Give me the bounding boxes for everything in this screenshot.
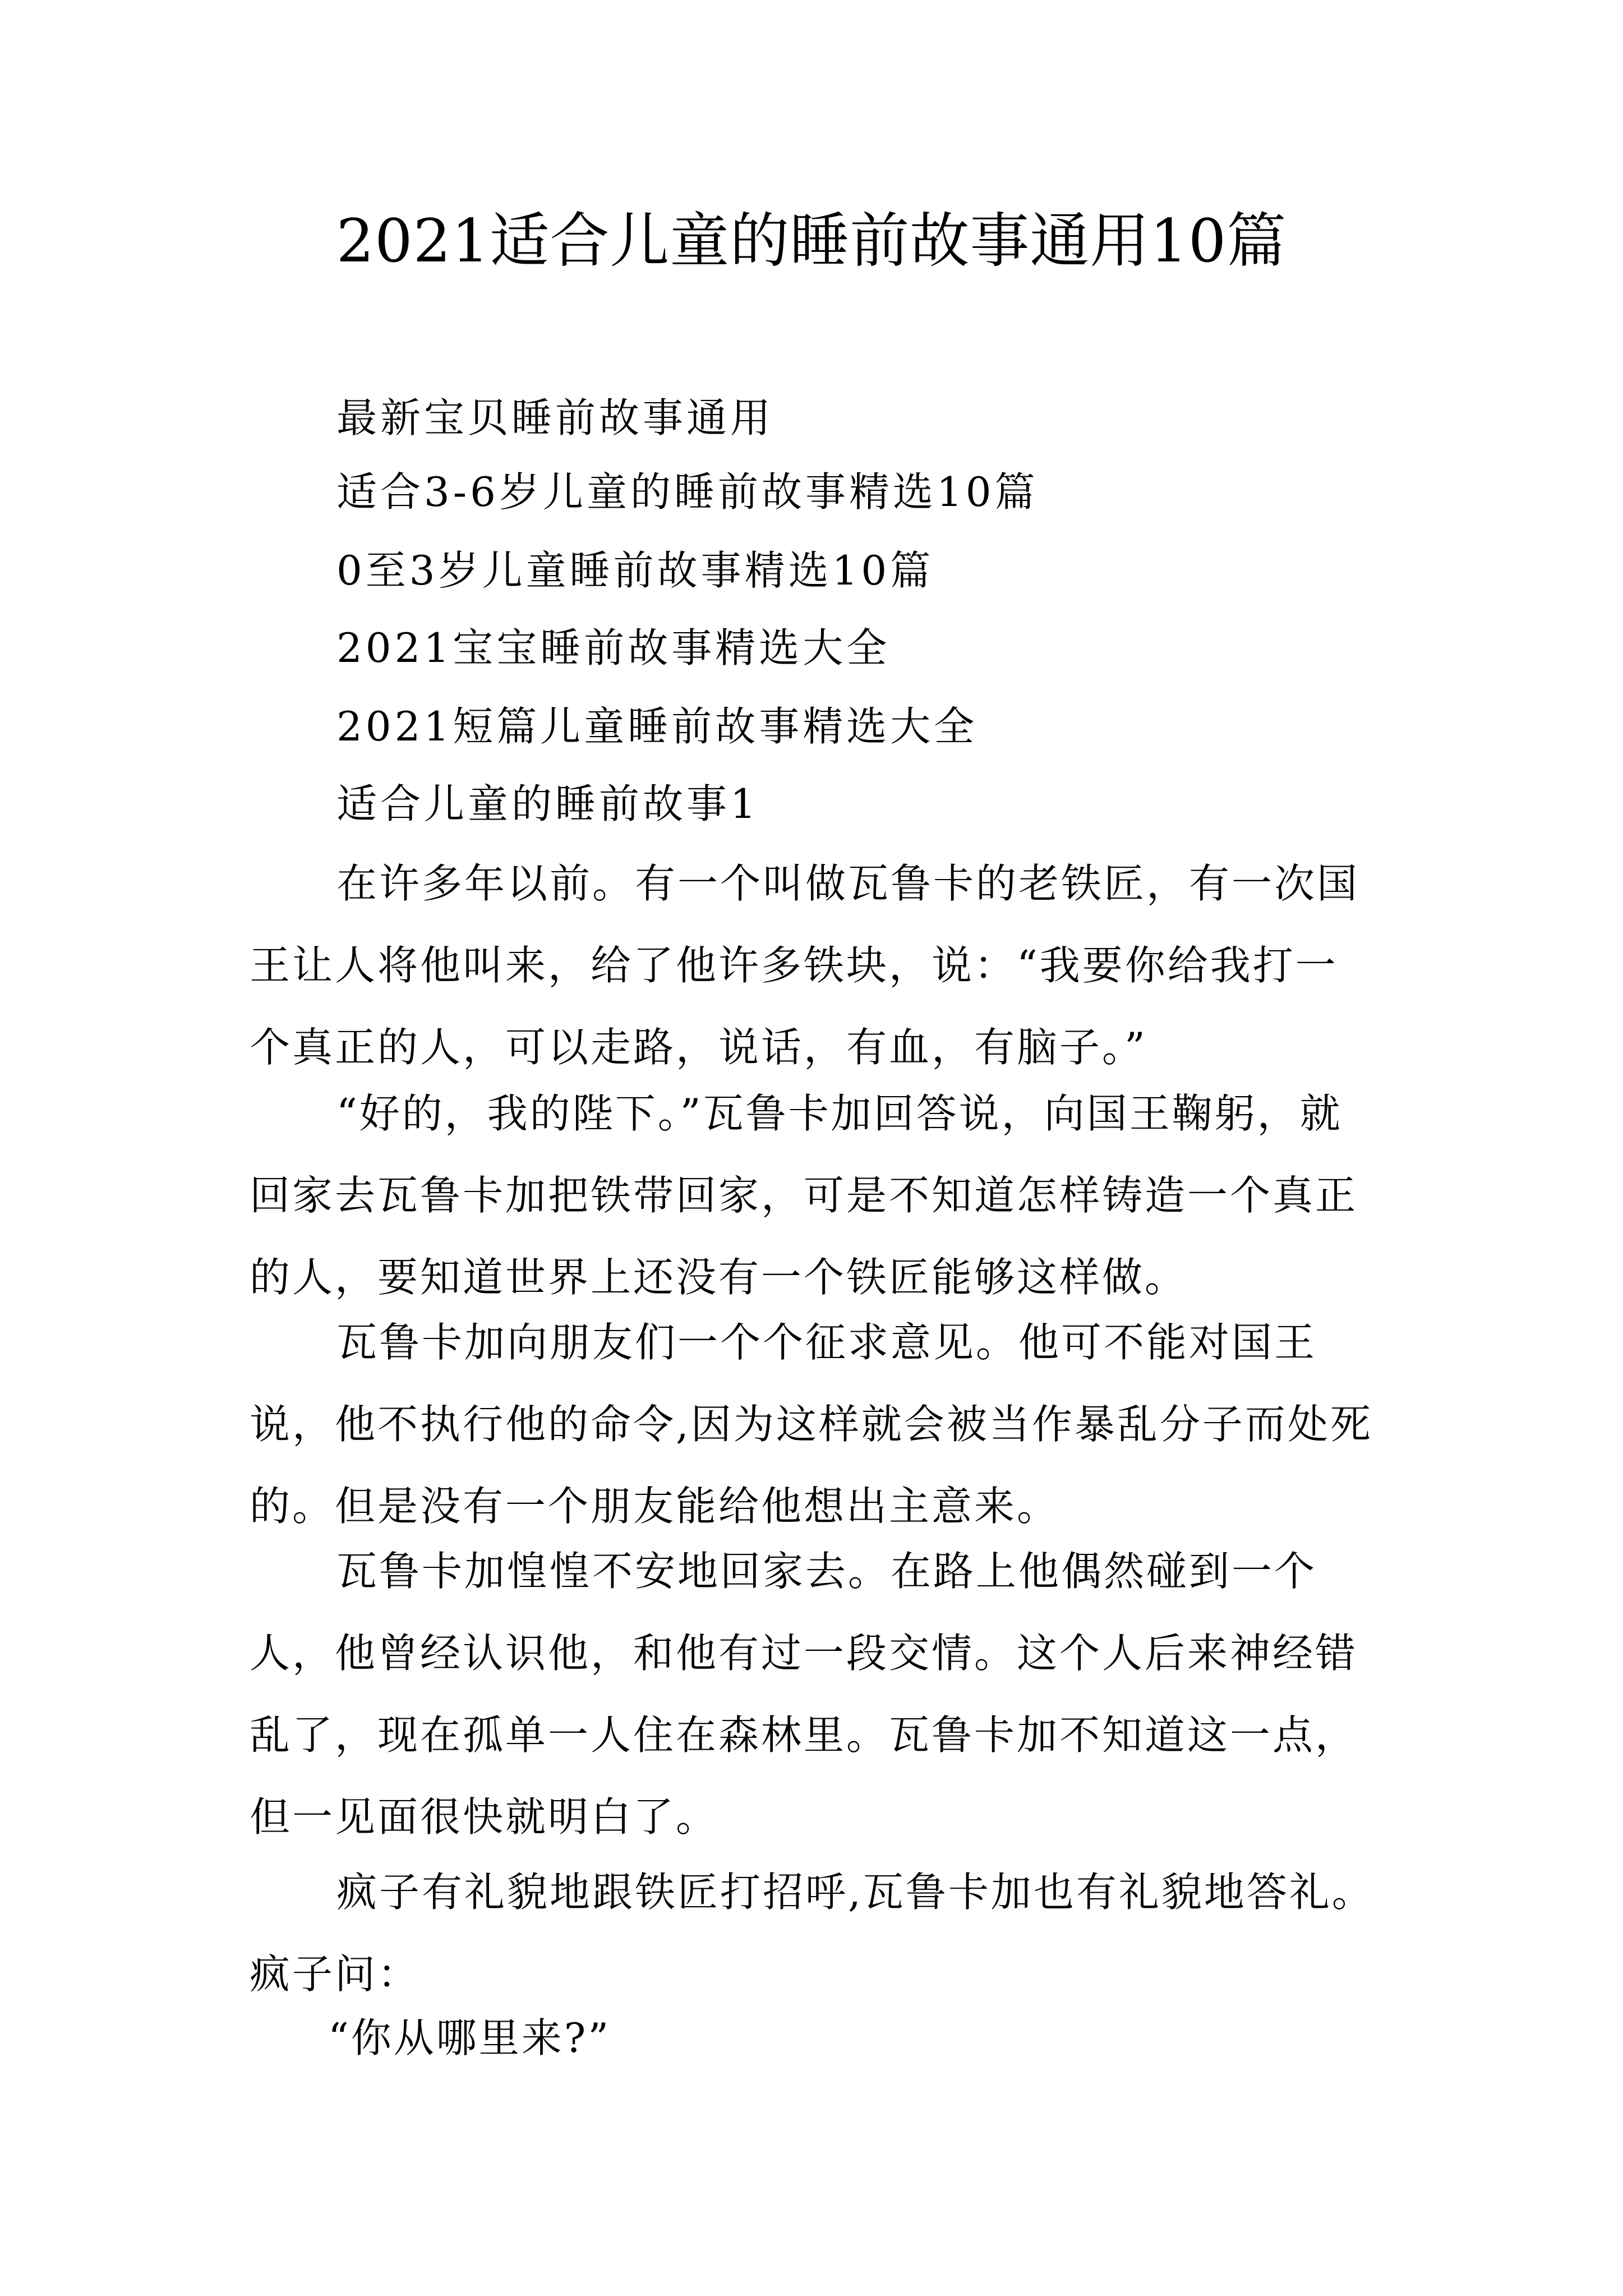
story-paragraph: 在许多年以前。有一个叫做瓦鲁卡的老铁匠，有一次国王让人将他叫来，给了他许多铁块，说：“我要你给我打一个真正的人，可以走路，说话，有血，有脑子。” — [250, 860, 1360, 1071]
story-paragraph: “好的，我的陛下。”瓦鲁卡加回答说，向国王鞠躬，就回家去瓦鲁卡加把铁带回家，可是不知道怎样铸造一个真正的人，要知道世界上还没有一个铁匠能够这样做。 — [250, 1090, 1358, 1301]
story-paragraph: “你从哪里来?” — [328, 2014, 611, 2062]
story-paragraph: 瓦鲁卡加惶惶不安地回家去。在路上他偶然碰到一个人，他曾经认识他，和他有过一段交情。这个人后来神经错乱了，现在孤单一人住在森林里。瓦鲁卡加不知道这一点，但一见面很快就明白了。 — [250, 1548, 1358, 1841]
toc-item: 2021短篇儿童睡前故事精选大全 — [336, 703, 978, 750]
toc-item: 2021宝宝睡前故事精选大全 — [336, 624, 891, 671]
toc-item: 适合3-6岁儿童的睡前故事精选10篇 — [336, 468, 1039, 516]
toc-item: 最新宝贝睡前故事通用 — [336, 394, 774, 441]
toc-item: 0至3岁儿童睡前故事精选10篇 — [336, 547, 934, 594]
document-title: 2021适合儿童的睡前故事通用10篇 — [336, 206, 1287, 275]
section-heading: 适合儿童的睡前故事1 — [336, 780, 759, 827]
story-paragraph: 瓦鲁卡加向朋友们一个个征求意见。他可不能对国王说，他不执行他的命令,因为这样就会被当作暴乱分子而处死的。但是没有一个朋友能给他想出主意来。 — [250, 1319, 1373, 1530]
story-paragraph: 疯子有礼貌地跟铁匠打招呼,瓦鲁卡加也有礼貌地答礼。疯子问： — [250, 1869, 1375, 1998]
